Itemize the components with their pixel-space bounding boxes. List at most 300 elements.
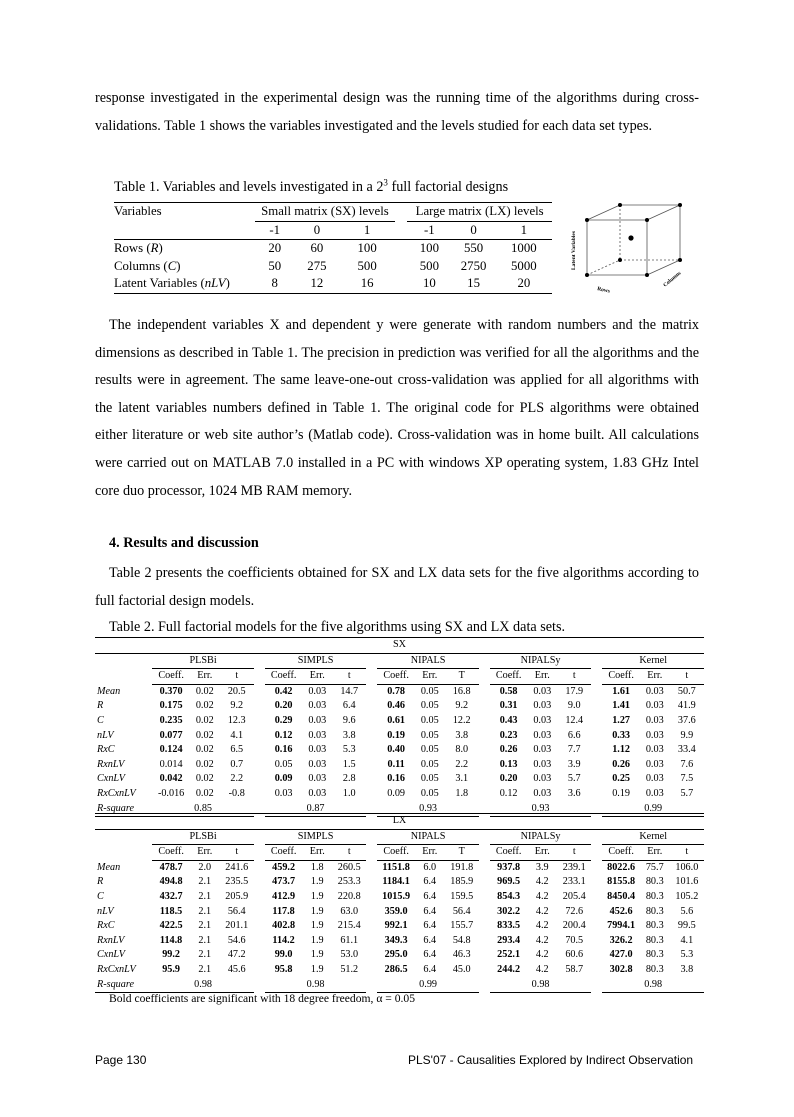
table2-row [95,714,704,729]
table2-t: 2.2 [230,773,244,785]
table2-err: 1.9 [310,905,324,917]
table1-level: 1 [496,221,552,240]
table2-coeff: 7994.1 [607,920,636,932]
table2-err: 6.4 [423,876,437,888]
table2-row-label: RxnLV [97,934,125,946]
table2-coeff: 0.61 [387,714,406,726]
table2-t: 5.6 [680,905,694,917]
table2-row-label: nLV [97,905,114,917]
table2-coeff: 1015.9 [382,890,411,902]
table2-coeff: 99.0 [274,949,293,961]
section-heading: 4. Results and discussion [109,535,259,551]
table2-coeff: 0.26 [612,758,631,770]
table2-coeff: 992.1 [384,920,408,932]
table2-subheader: Coeff. [377,669,415,685]
table2-algorithm-header: NIPALSy [490,653,591,669]
table2-t: 205.4 [562,890,586,902]
table2-coeff: 252.1 [497,949,521,961]
table2-err: 4.2 [535,905,549,917]
table2-t: 9.9 [680,729,694,741]
table2-section-title: SX [95,638,704,654]
table2-err: 0.05 [420,773,439,785]
table1-header-small: Small matrix (SX) levels [255,203,396,222]
table2-rsquare-value: 0.98 [152,978,253,993]
table2-t: 191.8 [450,861,474,873]
table2-section-row [95,814,704,830]
table2-coeff: 422.5 [159,920,183,932]
table2-err: 0.03 [533,787,552,799]
table2-coeff: 0.19 [387,729,406,741]
table2-coeff: 0.370 [159,685,183,697]
table1-cell: 550 [463,241,484,256]
table1-level: -1 [255,221,295,240]
table2-row-label: RxC [97,920,115,932]
table1-cell: 500 [357,258,377,273]
table2-err: 0.02 [195,729,214,741]
table2-subheader: Err. [415,845,445,861]
table2-err: 2.1 [198,876,212,888]
table1-row [114,240,552,258]
table2-row-label: R [97,876,104,888]
table2-rsquare-value: 0.98 [490,978,591,993]
table2-rsquare-label: R-square [95,978,152,993]
table2-subheader: t [332,845,366,861]
table2-err: 0.02 [195,685,214,697]
table2-err: 0.03 [645,787,664,799]
table2-subheader: Err. [302,845,332,861]
table1-cell: 20 [496,275,552,293]
table2-subheader: Err. [415,669,445,685]
table2-t: 253.3 [337,876,361,888]
table2-err: 0.03 [533,685,552,697]
table2-coeff: 114.8 [159,934,183,946]
table2-err: 1.9 [310,963,324,975]
table2-t: 45.6 [227,963,246,975]
table1-header-variables: Variables [114,203,255,222]
table2-row-label: RxnLV [97,758,125,770]
table2-subheader: Err. [302,669,332,685]
table1-row-label: Latent Variables (nLV) [114,275,255,293]
table2-coeff: 0.78 [387,685,406,697]
table2-rsquare-value: 0.98 [265,978,366,993]
table2-coeff: 473.7 [272,876,296,888]
table2-row-label: nLV [97,729,114,741]
table2-subheader: Coeff. [152,669,190,685]
table1-levels-row [114,221,552,240]
table2-err: 2.0 [198,861,212,873]
table2-t: 106.0 [675,861,699,873]
table2-coeff: 0.077 [159,729,183,741]
table2-err: 4.2 [535,934,549,946]
table2-lx [95,813,704,993]
table2-coeff: 0.09 [274,773,293,785]
table1-cell: 16 [339,275,395,293]
table2-err: 0.03 [533,714,552,726]
table2-t: 54.8 [452,934,471,946]
table2-algorithm-header: NIPALSy [490,829,591,845]
table2-err: 1.9 [310,876,324,888]
paragraph-methods: The independent variables X and dependent y were generate with random numbers and the matrix dimensions as described in Table 1. The precision in prediction was verified for all the algorithms and the results were in agreement. The same leave-one-out cross-validation was applied for all algorithms with the latent variables numbers defined in Table 1. The original code for PLS algorithms were obtained either literature or web site author’s (Matlab code). Cross-validation was in home built. All calculations were carried out on MATLAB 7.0 installed in a PC with windows XP operating system, 1.83 GHz Intel core duo processor, 1024 MB RAM memory. [95,317,699,499]
table2-err: 0.02 [195,744,214,756]
factorial-design-cube-figure [565,190,690,298]
table2-coeff: 0.03 [274,787,293,799]
table2-subheader: T [445,669,479,685]
table2-row [95,934,704,949]
table2-rsquare-value: 0.99 [377,978,478,993]
table2-coeff: 427.0 [609,949,633,961]
table2-t: 2.2 [455,758,469,770]
table2-err: 2.1 [198,963,212,975]
table2-t: 12.4 [565,714,584,726]
table2-err: 0.05 [420,714,439,726]
table2-t: 9.6 [342,714,356,726]
table2-coeff: 286.5 [384,963,408,975]
table2-t: 8.0 [455,744,469,756]
table2-coeff: 1.12 [612,744,631,756]
table2-err: 0.03 [645,729,664,741]
table2-coeff: 0.23 [499,729,518,741]
table2-err: 0.03 [533,700,552,712]
table2-t: 50.7 [677,685,696,697]
table2-coeff: 302.2 [497,905,521,917]
table2-coeff: 969.5 [497,876,521,888]
table2-t: 41.9 [677,700,696,712]
table2-t: 3.8 [680,963,694,975]
table2-subheader: Coeff. [490,669,528,685]
table2-coeff: 432.7 [159,890,183,902]
table2-coeff: 95.8 [274,963,293,975]
table2-t: 61.1 [340,934,359,946]
table2-row [95,963,704,978]
table2-t: 105.2 [675,890,699,902]
table2-err: 4.2 [535,920,549,932]
table2-err: 0.03 [308,758,327,770]
table2-err: 0.02 [195,787,214,799]
table2-t: 4.1 [230,729,244,741]
table2-coeff: 0.12 [499,787,518,799]
table2-t: 185.9 [450,876,474,888]
table2-err: 0.03 [645,685,664,697]
table2-err: 0.02 [195,758,214,770]
table1-level: 0 [451,221,495,240]
table1-caption: Table 1. Variables and levels investigated in a $2^3$ full factorial designs [114,177,509,195]
table2-t: 220.8 [337,890,361,902]
table2-t: 7.5 [680,773,694,785]
table2-subheader-row [95,845,704,861]
table2-t: 3.6 [567,787,581,799]
table2-t: 241.6 [225,861,249,873]
table2-row [95,890,704,905]
table2-rsquare-value: 0.93 [490,802,591,817]
table2-err: 6.4 [423,963,437,975]
table2-t: 200.4 [562,920,586,932]
table1-level: -1 [407,221,451,240]
table2-t: 5.7 [680,787,694,799]
table1-cell: 100 [357,241,377,256]
table2-err: 4.2 [535,949,549,961]
table2-coeff: 1.41 [612,700,631,712]
table2-err: 6.4 [423,934,437,946]
table1 [114,202,552,294]
table2-t: 46.3 [452,949,471,961]
footer-title: PLS'07 - Causalities Explored by Indirect Observation [408,1053,694,1067]
table2-subheader: Coeff. [377,845,415,861]
table2-err: 4.2 [535,963,549,975]
table2-coeff: 0.42 [274,685,293,697]
table2-coeff: 459.2 [272,861,296,873]
table2-rsquare-label: R-square [95,802,152,817]
table2-algorithm-header: Kernel [602,829,704,845]
table2-err: 0.03 [308,773,327,785]
table2-t: 14.7 [340,685,359,697]
table2-section-title: LX [95,814,704,830]
table2-coeff: 0.58 [499,685,518,697]
axis-label-latent: Latent Variables [571,231,577,270]
table2-err: 80.3 [645,949,664,961]
table2-err: 0.03 [645,700,664,712]
table2-coeff: 293.4 [497,934,521,946]
table2-t: 63.0 [340,905,359,917]
table2-t: -0.8 [228,787,245,799]
table2-t: 3.1 [455,773,469,785]
table2-err: 1.9 [310,949,324,961]
table2-t: 17.9 [565,685,584,697]
table1-cell: 12 [295,275,339,293]
table2-subheader: Coeff. [152,845,190,861]
table2-row [95,684,704,699]
table2-coeff: 99.2 [162,949,181,961]
table2-err: 0.02 [195,714,214,726]
table2-coeff: -0.016 [157,787,185,799]
table1-cell: 100 [419,241,439,256]
table2-err: 80.3 [645,920,664,932]
table2-coeff: 8450.4 [607,890,636,902]
table2-coeff: 0.43 [499,714,518,726]
table2-row [95,919,704,934]
table2-err: 75.7 [645,861,664,873]
table2-coeff: 359.0 [384,905,408,917]
table2-subheader: Coeff. [602,669,640,685]
table2-err: 0.03 [308,729,327,741]
table2-t: 0.7 [230,758,244,770]
table2-err: 0.03 [308,685,327,697]
table1-cell: 2750 [460,258,487,273]
table1-cell: 60 [310,241,324,256]
table2-subheader: t [557,845,591,861]
table2-coeff: 412.9 [272,890,296,902]
table1-header-row [114,203,552,222]
table2-row-label: Mean [97,685,121,697]
table2-coeff: 8022.6 [607,861,636,873]
table2-err: 0.03 [533,729,552,741]
table2-subheader: Err. [640,669,670,685]
table2-err: 2.1 [198,890,212,902]
table2-row-label: C [97,714,104,726]
table2-err: 2.1 [198,934,212,946]
table2-coeff: 244.2 [497,963,521,975]
table2-row [95,860,704,875]
table2-err: 0.03 [645,714,664,726]
table1-row [114,258,552,276]
table2-coeff: 854.3 [497,890,521,902]
table2-t: 12.3 [227,714,246,726]
table2-row [95,875,704,890]
table2-subheader-row [95,669,704,685]
table2-row-label: CxnLV [97,949,125,961]
table2-t: 201.1 [225,920,249,932]
table2-sx [95,637,704,817]
table2-algorithm-header: PLSBi [152,829,253,845]
table2-t: 9.2 [455,700,469,712]
table2-t: 6.6 [567,729,581,741]
table2-coeff: 95.9 [162,963,181,975]
table2-err: 0.03 [645,773,664,785]
table2-coeff: 0.16 [387,773,406,785]
table1-cell: 500 [419,258,439,273]
table2-err: 4.2 [535,876,549,888]
table2-err: 0.05 [420,729,439,741]
table2-t: 235.5 [225,876,249,888]
table2-err: 0.05 [420,744,439,756]
table2-rsquare-value: 0.98 [602,978,704,993]
table2-algorithm-header: NIPALS [377,653,478,669]
table2-err: 2.1 [198,905,212,917]
table2-t: 72.6 [565,905,584,917]
table2-t: 260.5 [337,861,361,873]
table2-err: 0.03 [308,714,327,726]
table2-row [95,743,704,758]
table2-subheader: Err. [190,845,220,861]
table2-t: 33.4 [677,744,696,756]
table2-row-label: Mean [97,861,121,873]
table2-algorithm-header: NIPALS [377,829,478,845]
table2-coeff: 494.8 [159,876,183,888]
table2-coeff: 117.8 [272,905,295,917]
table2-t: 56.4 [227,905,246,917]
table2-t: 47.2 [227,949,246,961]
table2-subheader: t [332,669,366,685]
table2-err: 6.4 [423,890,437,902]
table2-algorithm-row [95,829,704,845]
table2-row-label: RxC [97,744,115,756]
table2-row-label: RxCxnLV [97,787,136,799]
table2-coeff: 452.6 [609,905,633,917]
paragraph-results: Table 2 presents the coefficients obtained for SX and LX data sets for the five algorithms according to full factorial design models. [95,565,699,609]
table2-row [95,758,704,773]
table2-coeff: 0.042 [159,773,183,785]
table2-t: 1.0 [342,787,356,799]
table2-t: 7.7 [567,744,581,756]
table2-t: 4.1 [680,934,694,946]
table2-coeff: 0.11 [387,758,405,770]
table2-err: 80.3 [645,934,664,946]
table2-row [95,699,704,714]
table2-t: 5.7 [567,773,581,785]
table2-coeff: 1151.8 [382,861,410,873]
table2-err: 1.9 [310,890,324,902]
table2-coeff: 1184.1 [382,876,410,888]
table1-cell: 20 [268,241,282,256]
table1-cell: 10 [407,275,451,293]
table2-err: 80.3 [645,876,664,888]
table1-row-label: Columns (C) [114,258,181,273]
table2-coeff: 478.7 [159,861,183,873]
table2-err: 0.03 [533,758,552,770]
table2-subheader: Err. [527,669,557,685]
table2-subheader: Coeff. [602,845,640,861]
table2-coeff: 0.12 [274,729,293,741]
table2-t: 58.7 [565,963,584,975]
table2-coeff: 0.46 [387,700,406,712]
table2-err: 1.9 [310,934,324,946]
table1-row [114,275,552,293]
table2-err: 80.3 [645,963,664,975]
table1-cell: 50 [268,258,282,273]
table2-coeff: 0.26 [499,744,518,756]
table2-err: 80.3 [645,905,664,917]
table2-rsquare-value: 0.93 [377,802,478,817]
table2-t: 215.4 [337,920,361,932]
table2-row [95,787,704,802]
table2-coeff: 0.33 [612,729,631,741]
table2-t: 16.8 [452,685,471,697]
table2-coeff: 0.40 [387,744,406,756]
table2-t: 205.9 [225,890,249,902]
table2-t: 9.0 [567,700,581,712]
table2-coeff: 118.5 [159,905,183,917]
table2-t: 5.3 [342,744,356,756]
table2-err: 3.9 [535,861,549,873]
table2-t: 6.4 [342,700,356,712]
table2-footnote: Bold coefficients are significant with 18 degree freedom, α = 0.05 [109,992,416,1005]
table2-t: 233.1 [562,876,586,888]
table2-subheader: Coeff. [490,845,528,861]
table2-algorithm-row [95,653,704,669]
table2-t: 155.7 [450,920,474,932]
table2-row [95,729,704,744]
table2-t: 3.9 [567,758,581,770]
table2-err: 6.0 [423,861,437,873]
table2-coeff: 1.61 [612,685,631,697]
table2-err: 0.02 [195,700,214,712]
table2-err: 0.02 [195,773,214,785]
table2-row-label: CxnLV [97,773,125,785]
footer-page-number: Page 130 [95,1053,147,1067]
table2-err: 0.05 [420,758,439,770]
table2-algorithm-header: PLSBi [152,653,253,669]
table2-err: 0.03 [533,744,552,756]
table2-algorithm-header: SIMPLS [265,829,366,845]
table2-row-label: RxCxnLV [97,963,136,975]
table2-t: 5.3 [680,949,694,961]
table2-section-row [95,638,704,654]
table2-coeff: 1.27 [612,714,631,726]
table2-err: 1.8 [310,861,324,873]
table1-cell: 5000 [511,258,537,273]
table2-coeff: 0.124 [159,744,183,756]
table2-t: 3.8 [342,729,356,741]
table2-coeff: 937.8 [497,861,521,873]
table2-rsquare-value: 0.85 [152,802,253,817]
table1-level: 0 [295,221,339,240]
table2-rsquare-value: 0.99 [602,802,704,817]
table2-err: 6.4 [423,949,437,961]
table1-cell: 8 [255,275,295,293]
table2-coeff: 0.175 [159,700,183,712]
table2-t: 101.6 [675,876,699,888]
table2-coeff: 0.29 [274,714,293,726]
table2-err: 0.03 [308,787,327,799]
